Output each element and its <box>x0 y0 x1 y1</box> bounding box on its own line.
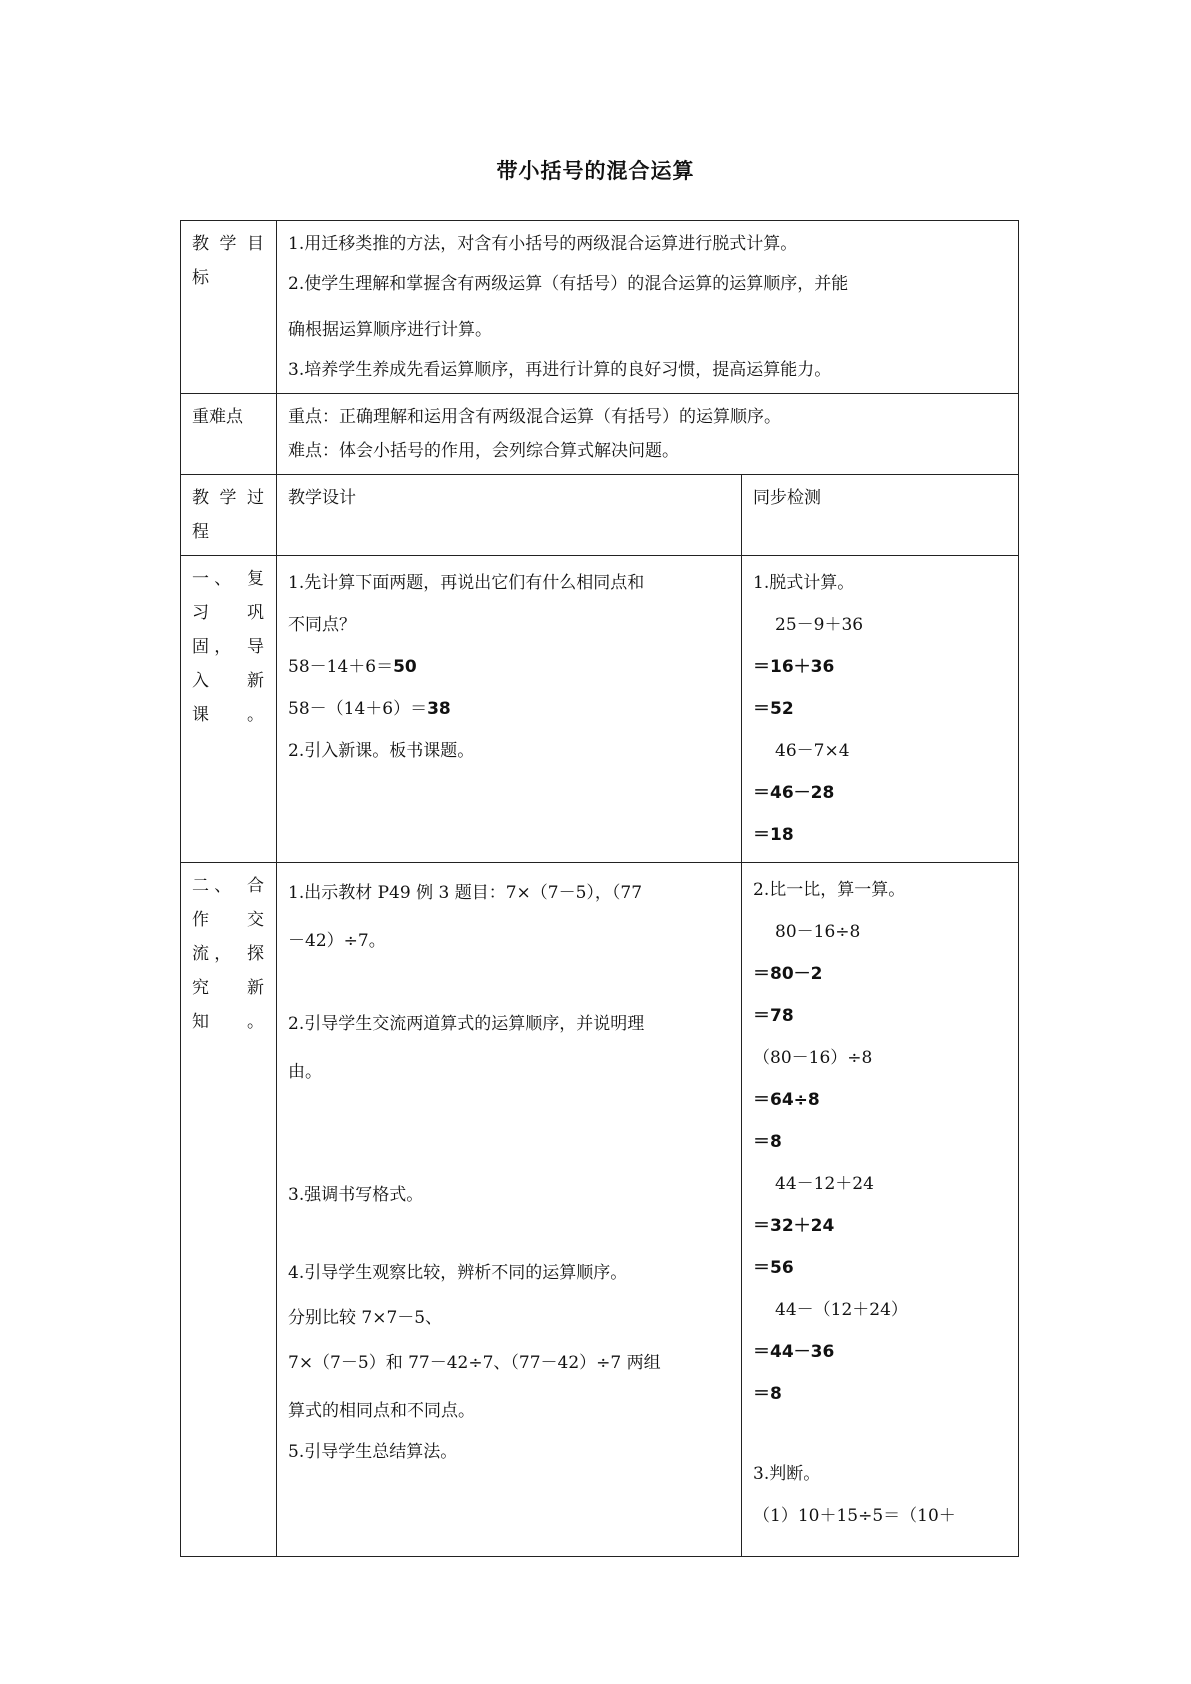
section2-design <box>277 863 742 1557</box>
design-text: 2.引导学生交流两道算式的运算顺序，并说明理 <box>288 1014 645 1034</box>
design-text: 2.引入新课。板书课题。 <box>288 741 475 761</box>
check-header <box>742 475 1019 556</box>
check-step: ＝52 <box>753 699 794 719</box>
process-label <box>181 475 277 556</box>
check-question: （80－16）÷8 <box>753 1048 873 1068</box>
design-text: 算式的相同点和不同点。 <box>288 1401 475 1421</box>
goals-row <box>181 221 1019 394</box>
design-expression <box>288 646 731 688</box>
goal-item: 1.用迁移类推的方法，对含有小括号的两级混合运算进行脱式计算。 <box>288 234 798 254</box>
design-text: 1.出示教材 P49 例 3 题目：7×（7－5），（77 <box>288 883 643 903</box>
check-step: ＝64÷8 <box>753 1090 820 1110</box>
goal-item: 2.使学生理解和掌握含有两级运算（有括号）的混合运算的运算顺序，并能 <box>288 274 849 294</box>
design-text: 由。 <box>288 1062 322 1082</box>
section2-row <box>181 863 1019 1557</box>
section2-label <box>181 863 277 1557</box>
check-step: ＝56 <box>753 1258 794 1278</box>
goals-content <box>277 221 1019 394</box>
check-question: 46－7×4 <box>775 741 850 761</box>
check-step: ＝44－36 <box>753 1342 835 1362</box>
check-heading: 2.比一比，算一算。 <box>753 880 906 900</box>
section2-check <box>742 863 1019 1557</box>
expression-answer: 38 <box>427 699 451 719</box>
process-label-text: 教 学 过 程 <box>192 488 266 542</box>
goal-item: 确根据运算顺序进行计算。 <box>288 320 492 340</box>
lesson-plan-table <box>180 220 1019 1557</box>
check-step: ＝8 <box>753 1384 782 1404</box>
page-title: 带小括号的混合运算 <box>496 159 695 183</box>
keypoints-row <box>181 394 1019 475</box>
section1-design <box>277 556 742 863</box>
section1-row <box>181 556 1019 863</box>
process-header-row <box>181 475 1019 556</box>
expression-text: 58－14＋6＝ <box>288 657 394 677</box>
goals-label <box>181 221 277 394</box>
goal-item: 3.培养学生养成先看运算顺序，再进行计算的良好习惯，提高运算能力。 <box>288 360 832 380</box>
check-heading: 1.脱式计算。 <box>753 573 855 593</box>
design-text: 7×（7－5）和 77－42÷7、（77－42）÷7 两组 <box>288 1353 661 1373</box>
keypoint-item: 重点：正确理解和运用含有两级混合运算（有括号）的运算顺序。 <box>288 407 781 427</box>
design-header <box>277 475 742 556</box>
check-question: 44－12＋24 <box>775 1174 874 1194</box>
section2-label-text: 二、 合 作 交 流， 探 究 新 知。 <box>192 876 266 1032</box>
section1-label <box>181 556 277 863</box>
keypoints-label <box>181 394 277 475</box>
expression-text: 58－（14＋6）＝ <box>288 699 428 719</box>
check-step: ＝78 <box>753 1006 794 1026</box>
design-text: 不同点？ <box>288 615 356 635</box>
check-question: 80－16÷8 <box>775 922 861 942</box>
design-text: 3.强调书写格式。 <box>288 1185 424 1205</box>
check-question: 44－（12＋24） <box>775 1300 908 1320</box>
check-question: （1）10＋15÷5＝（10＋ <box>753 1506 956 1526</box>
check-step: ＝8 <box>753 1132 782 1152</box>
keypoints-label-text: 重难点 <box>192 407 243 427</box>
check-step: ＝16＋36 <box>753 657 835 677</box>
check-step: ＝46－28 <box>753 783 835 803</box>
design-text: 4.引导学生观察比较，辨析不同的运算顺序。 <box>288 1263 628 1283</box>
check-header-text: 同步检测 <box>753 488 821 508</box>
check-step: ＝32＋24 <box>753 1216 835 1236</box>
keypoints-content <box>277 394 1019 475</box>
design-text: 分别比较 7×7－5、 <box>288 1308 443 1328</box>
check-step: ＝18 <box>753 825 794 845</box>
design-expression <box>288 688 731 730</box>
design-text: －42）÷7。 <box>288 931 386 951</box>
design-text: 1.先计算下面两题，再说出它们有什么相同点和 <box>288 573 645 593</box>
keypoint-item: 难点：体会小括号的作用，会列综合算式解决问题。 <box>288 441 679 461</box>
design-header-text: 教学设计 <box>288 488 356 508</box>
check-question: 25－9＋36 <box>775 615 864 635</box>
section1-check <box>742 556 1019 863</box>
check-heading: 3.判断。 <box>753 1464 821 1484</box>
goals-label-text: 教 学 目 标 <box>192 234 266 288</box>
section1-label-text: 一、 复 习 巩 固， 导 入 新 课。 <box>192 569 266 725</box>
expression-answer: 50 <box>393 657 417 677</box>
check-step: ＝80－2 <box>753 964 823 984</box>
design-text: 5.引导学生总结算法。 <box>288 1442 458 1462</box>
